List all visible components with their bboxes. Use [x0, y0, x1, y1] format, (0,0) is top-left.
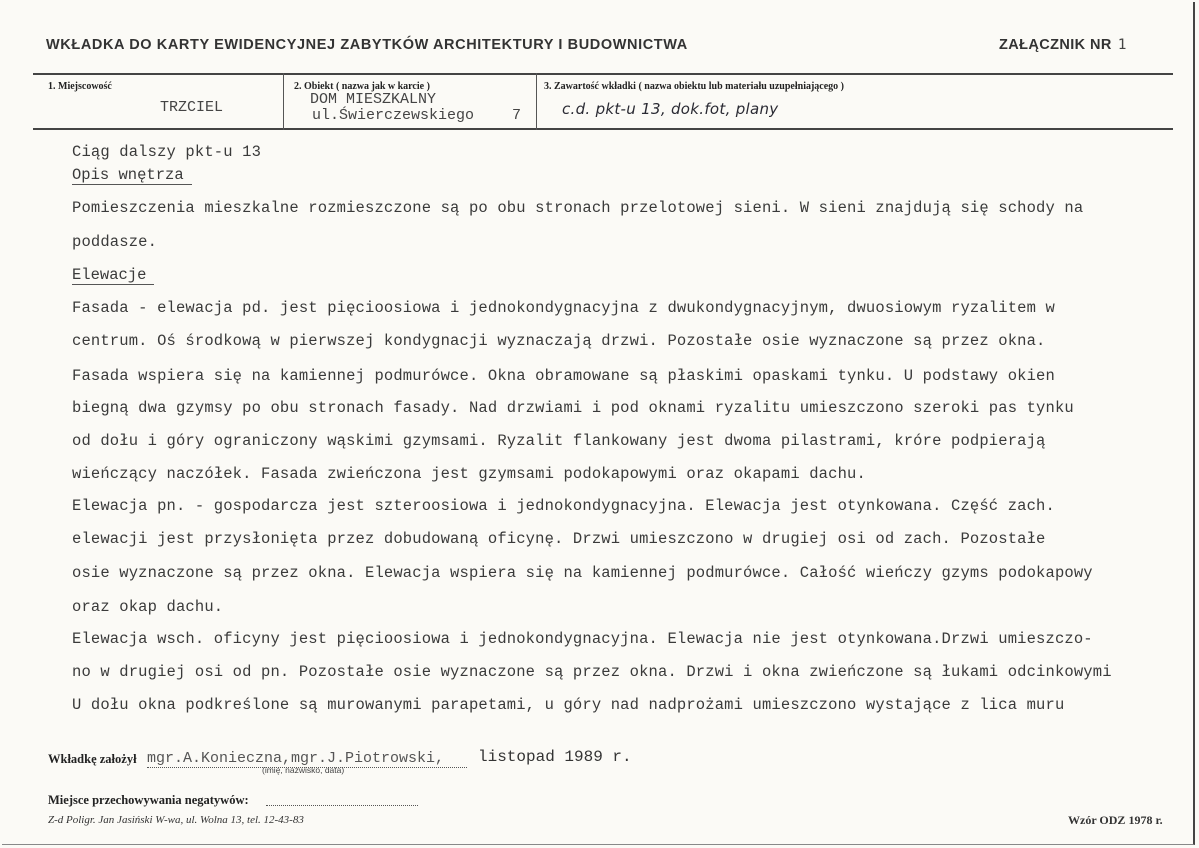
locality-label: 1. Miejscowość	[48, 81, 112, 92]
contents-value-handwritten: c.d. pkt-u 13, dok.fot, plany	[562, 100, 779, 118]
heading-interior-text: Opis wnętrza	[72, 166, 192, 185]
printer-info: Z-d Poligr. Jan Jasiński W-wa, ul. Wolna 13, tel. 12-43-83	[48, 814, 304, 826]
object-address: ul.Świerczewskiego	[312, 107, 475, 124]
field-divider	[536, 73, 537, 130]
text-line: poddasze.	[72, 233, 158, 251]
text-line: elewacji jest przysłonięta przez dobudowaną oficynę. Drzwi umieszczono w drugiej osi od zach. Pozostałe	[72, 530, 1046, 548]
attachment-number-label	[999, 37, 1127, 53]
contents-label: 3. Zawartość wkładki ( nazwa obiektu lub materiału uzupełniającego )	[544, 81, 845, 92]
text-line: Elewacja wsch. oficyny jest pięcioosiowa i jednokondygnacyjna. Elewacja nie jest otynkowana.Drzwi umieszczo-	[72, 630, 1093, 648]
object-name: DOM MIESZKALNY	[310, 91, 437, 108]
negatives-dotted-line	[266, 804, 418, 806]
text-line: osie wyznaczone są przez okna. Elewacja wspiera się na kamiennej podmurówce. Całość wieńczy gzyms podokapowy	[72, 564, 1093, 582]
text-line: U dołu okna podkreślone są murowanymi parapetami, u góry nad nadprożami umieszczono wystające z lica muru	[72, 696, 1065, 714]
negatives-label: Miejsce przechowywania negatywów:	[48, 793, 249, 807]
attachment-number: 1	[1117, 37, 1127, 53]
object-label: 2. Obiekt ( nazwa jak w karcie )	[294, 81, 430, 92]
text-line: no w drugiej osi od pn. Pozostałe osie wyznaczone są przez okna. Drzwi i okna zwieńczone są łukami odcinkowymi	[72, 663, 1112, 681]
text-line: centrum. Oś środkową w pierwszej kondygnacji wyznaczają drzwi. Pozostałe osie wyznaczone są przez okna.	[72, 332, 1046, 350]
established-hint: (imię, nazwisko, data)	[262, 765, 345, 775]
document-title: WKŁADKA DO KARTY EWIDENCYJNEJ ZABYTKÓW ARCHITEKTURY I BUDOWNICTWA	[46, 37, 688, 53]
text-line: Fasada - elewacja pd. jest pięcioosiowa i jednokondygnacyjna z dwukondygnacyjnym, dwuosiowym ryzalitem w	[72, 299, 1055, 317]
locality-value: TRZCIEL	[160, 99, 224, 116]
text-line: Pomieszczenia mieszkalne rozmieszczone są po obu stronach przelotowej sieni. W sieni znajdują się schody na	[72, 199, 1084, 217]
field-divider	[283, 73, 284, 130]
continuation-line: Ciąg dalszy pkt-u 13	[72, 143, 262, 161]
text-line: Elewacja pn. - gospodarcza jest szteroosiowa i jednokondygnacyjna. Elewacja jest otynkowana. Część zach.	[72, 497, 1055, 515]
text-line: Fasada wspiera się na kamiennej podmurówce. Okna obramowane są płaskimi opaskami tynku. U podstawy okien	[72, 367, 1055, 385]
form-id: Wzór ODZ 1978 r.	[1068, 813, 1163, 827]
text-line: biegną dwa gzymsy po obu stronach fasady. Nad drzwiami i pod oknami ryzalitu umieszczono szeroki pas tynku	[72, 399, 1074, 417]
text-line: oraz okap dachu.	[72, 598, 224, 616]
established-label: Wkładkę założył	[48, 752, 137, 766]
text-line: od dołu i góry ograniczony wąskimi gzymsami. Ryzalit flankowany jest dwoma pilastrami, króre podpierają	[72, 432, 1046, 450]
text-line: wieńczący naczółek. Fasada zwieńczona jest gzymsami podokapowymi oraz okapami dachu.	[72, 465, 866, 483]
established-value: mgr.A.Konieczna,mgr.J.Piotrowski,	[147, 750, 445, 767]
heading-interior	[72, 166, 192, 184]
heading-elevations-text: Elewacje	[72, 266, 154, 285]
established-date: listopad 1989 r.	[478, 748, 632, 766]
object-number: 7	[512, 107, 522, 124]
attachment-label: ZAŁĄCZNIK NR	[999, 37, 1112, 53]
heading-elevations	[72, 266, 154, 284]
